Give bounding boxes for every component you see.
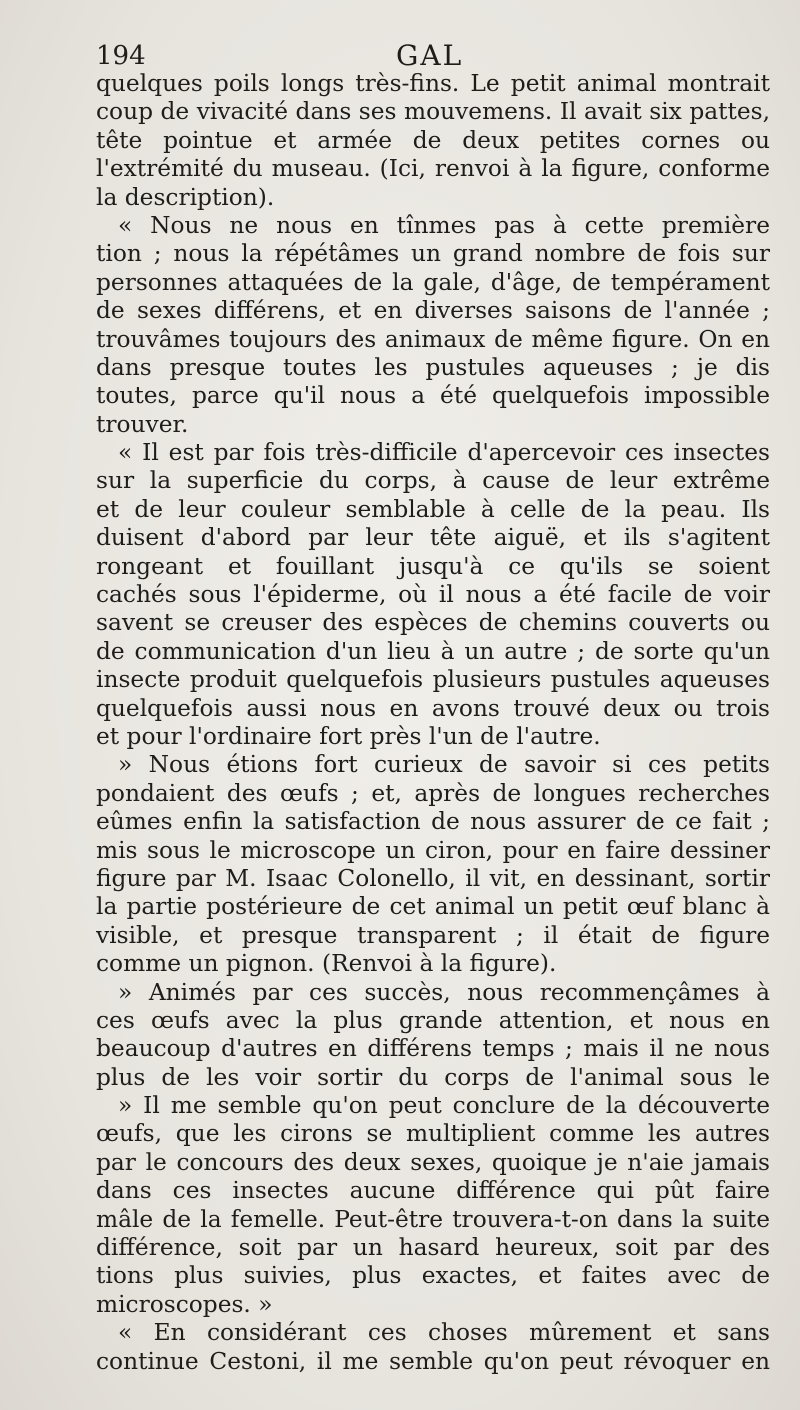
text-line: tion ; nous la répétâmes un grand nombre de fois sur bbox=[96, 240, 770, 268]
text-line: différence, soit par un hasard heureux, soit par des bbox=[96, 1234, 770, 1262]
text-line: plus de les voir sortir du corps de l'animal sous le bbox=[96, 1063, 770, 1091]
text-line: mâle de la femelle. Peut-être trouvera-t-on dans la suite bbox=[96, 1205, 770, 1233]
text-line: pondaient des œufs ; et, après de longues recherches bbox=[96, 779, 770, 807]
text-line: continue Cestoni, il me semble qu'on peut révoquer en bbox=[96, 1347, 770, 1375]
text-line: de sexes différens, et en diverses saisons de l'année ; bbox=[96, 297, 770, 325]
text-line: » Animés par ces succès, nous recommençâmes à bbox=[118, 978, 770, 1006]
text-line: mis sous le microscope un ciron, pour en faire dessiner bbox=[96, 836, 770, 864]
text-line: et pour l'ordinaire fort près l'un de l'autre. bbox=[96, 722, 601, 750]
text-line: dans presque toutes les pustules aqueuses ; je dis bbox=[96, 353, 770, 381]
text-line: l'extrémité du museau. (Ici, renvoi à la figure, conforme bbox=[96, 155, 770, 183]
text-line: et de leur couleur semblable à celle de la peau. Ils bbox=[96, 495, 770, 523]
running-title: GAL bbox=[396, 39, 464, 72]
text-line: tions plus suivies, plus exactes, et faites avec de bbox=[96, 1262, 770, 1290]
text-line: la partie postérieure de cet animal un petit œuf blanc à bbox=[96, 893, 770, 921]
text-line: de communication d'un lieu à un autre ; de sorte qu'un bbox=[96, 637, 770, 665]
text-line: par le concours des deux sexes, quoique je n'aie jamais bbox=[96, 1148, 770, 1176]
text-line: eûmes enfin la satisfaction de nous assurer de ce fait ; bbox=[96, 808, 770, 836]
text-line: œufs, que les cirons se multiplient comme les autres bbox=[96, 1120, 770, 1148]
text-line: sur la superficie du corps, à cause de leur extrême bbox=[96, 467, 770, 495]
text-line: « En considérant ces choses mûrement et sans bbox=[118, 1319, 770, 1347]
text-line: toutes, parce qu'il nous a été quelquefois impossible bbox=[96, 382, 770, 410]
text-line: dans ces insectes aucune différence qui pût faire bbox=[96, 1177, 770, 1205]
body-text bbox=[96, 70, 770, 1375]
text-line: microscopes. » bbox=[96, 1290, 273, 1318]
text-line: rongeant et fouillant jusqu'à ce qu'ils se soient bbox=[96, 552, 770, 580]
text-line: ces œufs avec la plus grande attention, et nous en bbox=[96, 1006, 770, 1034]
text-line: « Il est par fois très-difficile d'apercevoir ces insectes bbox=[118, 439, 770, 467]
text-line: « Nous ne nous en tînmes pas à cette première bbox=[118, 211, 770, 239]
text-line: coup de vivacité dans ses mouvemens. Il avait six pattes, bbox=[96, 98, 770, 126]
text-line: figure par M. Isaac Colonello, il vit, en dessinant, sortir bbox=[96, 864, 770, 892]
text-line: duisent d'abord par leur tête aiguë, et ils s'agitent bbox=[96, 524, 770, 552]
text-line: trouver. bbox=[96, 410, 189, 438]
text-line: » Il me semble qu'on peut conclure de la découverte bbox=[118, 1092, 770, 1120]
text-line: quelques poils longs très-fins. Le petit animal montrait bbox=[96, 70, 770, 97]
text-line: » Nous étions fort curieux de savoir si ces petits bbox=[118, 751, 770, 779]
text-line: beaucoup d'autres en différens temps ; mais il ne nous bbox=[96, 1035, 770, 1063]
text-line: cachés sous l'épiderme, où il nous a été facile de voir bbox=[96, 581, 770, 609]
text-line: personnes attaquées de la gale, d'âge, de tempérament bbox=[96, 268, 770, 296]
text-line: trouvâmes toujours des animaux de même figure. On en bbox=[96, 325, 770, 353]
page-number: 194 bbox=[96, 41, 146, 71]
text-line: la description). bbox=[96, 183, 275, 211]
text-line: tête pointue et armée de deux petites cornes ou bbox=[96, 126, 770, 154]
text-line: visible, et presque transparent ; il était de figure bbox=[96, 921, 770, 949]
text-line: insecte produit quelquefois plusieurs pustules aqueuses bbox=[96, 666, 770, 694]
text-line: quelquefois aussi nous en avons trouvé deux ou trois bbox=[96, 694, 770, 722]
text-line: comme un pignon. (Renvoi à la figure). bbox=[96, 950, 557, 978]
text-line: savent se creuser des espèces de chemins couverts ou bbox=[96, 609, 770, 637]
